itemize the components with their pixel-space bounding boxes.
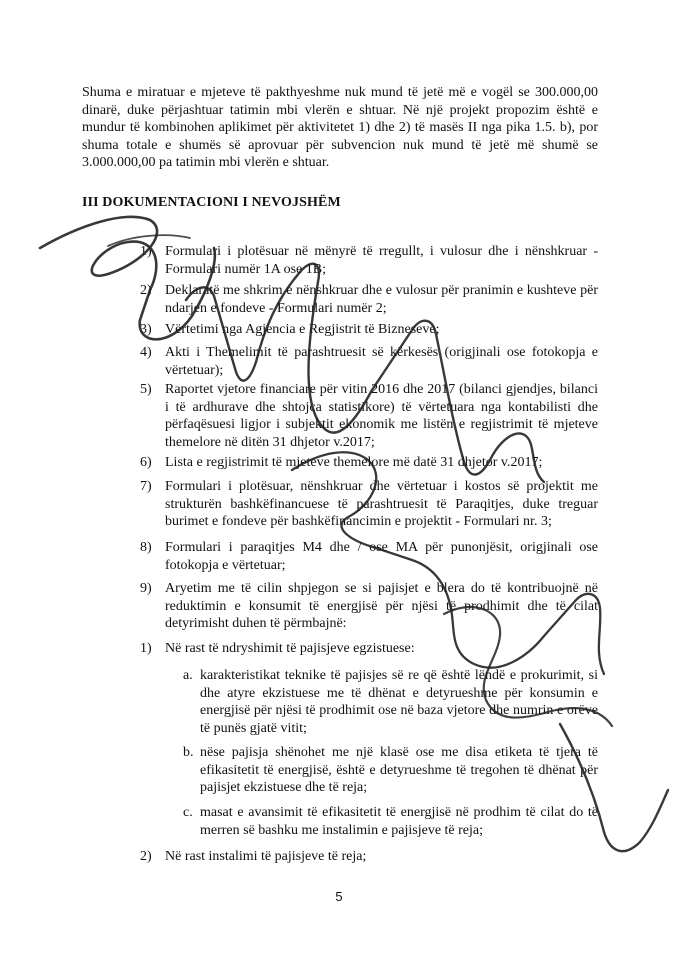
list-item-text: masat e avansimit të efikasitetit të energjisë në prodhim të cilat do të merren së bashku me instalimin e pajisjeve të reja; <box>200 805 598 838</box>
list-item-number: 6) <box>140 455 152 470</box>
list-item-text: Në rast të ndryshimit të pajisjeve egzistuese: <box>165 641 415 656</box>
list-item-text: Formulari i plotësuar në mënyrë të rregullt, i vulosur dhe i nënshkruar - Formulari numër 1A ose 1B; <box>165 244 598 277</box>
list-item-number: 2) <box>140 849 152 864</box>
list-item-text: Aryetim me të cilin shpjegon se si pajisjet e blera do të kontribuojnë në reduktimin e konsumit të energjisë për njësi të prodhimit dhe të cilat detyrimisht duhen të përmbajnë: <box>165 581 598 631</box>
list-item-number: 1) <box>140 244 152 259</box>
list-item-text: Akti i Themelimit të parashtruesit së kërkesës (origjinali ose fotokopja e vërtetuar); <box>165 345 598 378</box>
list-item-text: Deklaratë me shkrim e nënshkruar dhe e vulosur për pranimin e kushteve për ndarjen e fondeve - Formulari numër 2; <box>165 283 598 316</box>
list-item-number: 5) <box>140 382 152 397</box>
page-number: 5 <box>335 889 343 904</box>
list-item-number: 7) <box>140 479 152 494</box>
list-item-text: Formulari i paraqitjes M4 dhe / ose MA për punonjësit, origjinali ose fotokopja e vërtetuar; <box>165 540 598 573</box>
list-item-letter: c. <box>183 805 193 820</box>
list-item-text: Vërtetimi nga Agjencia e Regjistrit të Bizneseve; <box>165 322 440 337</box>
intro-paragraph: Shuma e miratuar e mjeteve të pakthyeshme nuk mund të jetë më e vogël se 300.000,00 dinarë, duke përjashtuar tatimin mbi vlerën e shtuar. Në një projekt propozim është e mundur të kombinohen aplikimet për aktivitetet 1) dhe 2) të masës II nga pika 1.5. b), por shuma totale e shumës së aprovuar për subvencion nuk mund të jetë më shumë se 3.000.000,00 pa tatimin mbi vlerën e shtuar. <box>82 85 598 170</box>
list-item-number: 8) <box>140 540 152 555</box>
list-item-number: 9) <box>140 581 152 596</box>
list-item-number: 3) <box>140 322 152 337</box>
list-item-text: Në rast instalimi të pajisjeve të reja; <box>165 849 367 864</box>
list-item-text: Raportet vjetore financiare për vitin 2016 dhe 2017 (bilanci gjendjes, bilanci i të ardhurave dhe shtojca statistikore) të vërtetuara nga kontabilisti dhe përfaqësuesi ligjor i subjektit ekonomik me listën e regjistrimit të mjeteve themelore në ditën 31 dhjetor v.2017; <box>165 382 598 450</box>
list-item-text: nëse pajisja shënohet me një klasë ose me disa etiketa të tjera të efikasitetit të energjisë, është e detyrueshme të tregohen të dhënat për pajisjet ekzistuese dhe të reja; <box>200 745 598 795</box>
list-item-letter: b. <box>183 745 194 760</box>
list-item-letter: a. <box>183 668 193 683</box>
list-item-number: 1) <box>140 641 152 656</box>
list-item-number: 2) <box>140 283 152 298</box>
section-heading: III DOKUMENTACIONI I NEVOJSHËM <box>82 195 341 210</box>
list-item-text: Formulari i plotësuar, nënshkruar dhe vërtetuar i kostos së projektit me strukturën bashkëfinancuese të parashtruesit të Paraqitjes, duke treguar burimet e fondeve për bashkëfinancimin e projektit - Formulari nr. 3; <box>165 479 598 529</box>
list-item-text: Lista e regjistrimit të mjeteve themelore më datë 31 dhjetor v.2017; <box>165 455 543 470</box>
list-item-text: karakteristikat teknike të pajisjes së re që është lëndë e prokurimit, si dhe atyre ekzistuese me të dhënat e detyrueshme për konsumin e energjisë për njësi të prodhimit ose në baza vjetore dhe numrin e orëve të punës gjatë vitit; <box>200 668 598 736</box>
list-item-number: 4) <box>140 345 152 360</box>
